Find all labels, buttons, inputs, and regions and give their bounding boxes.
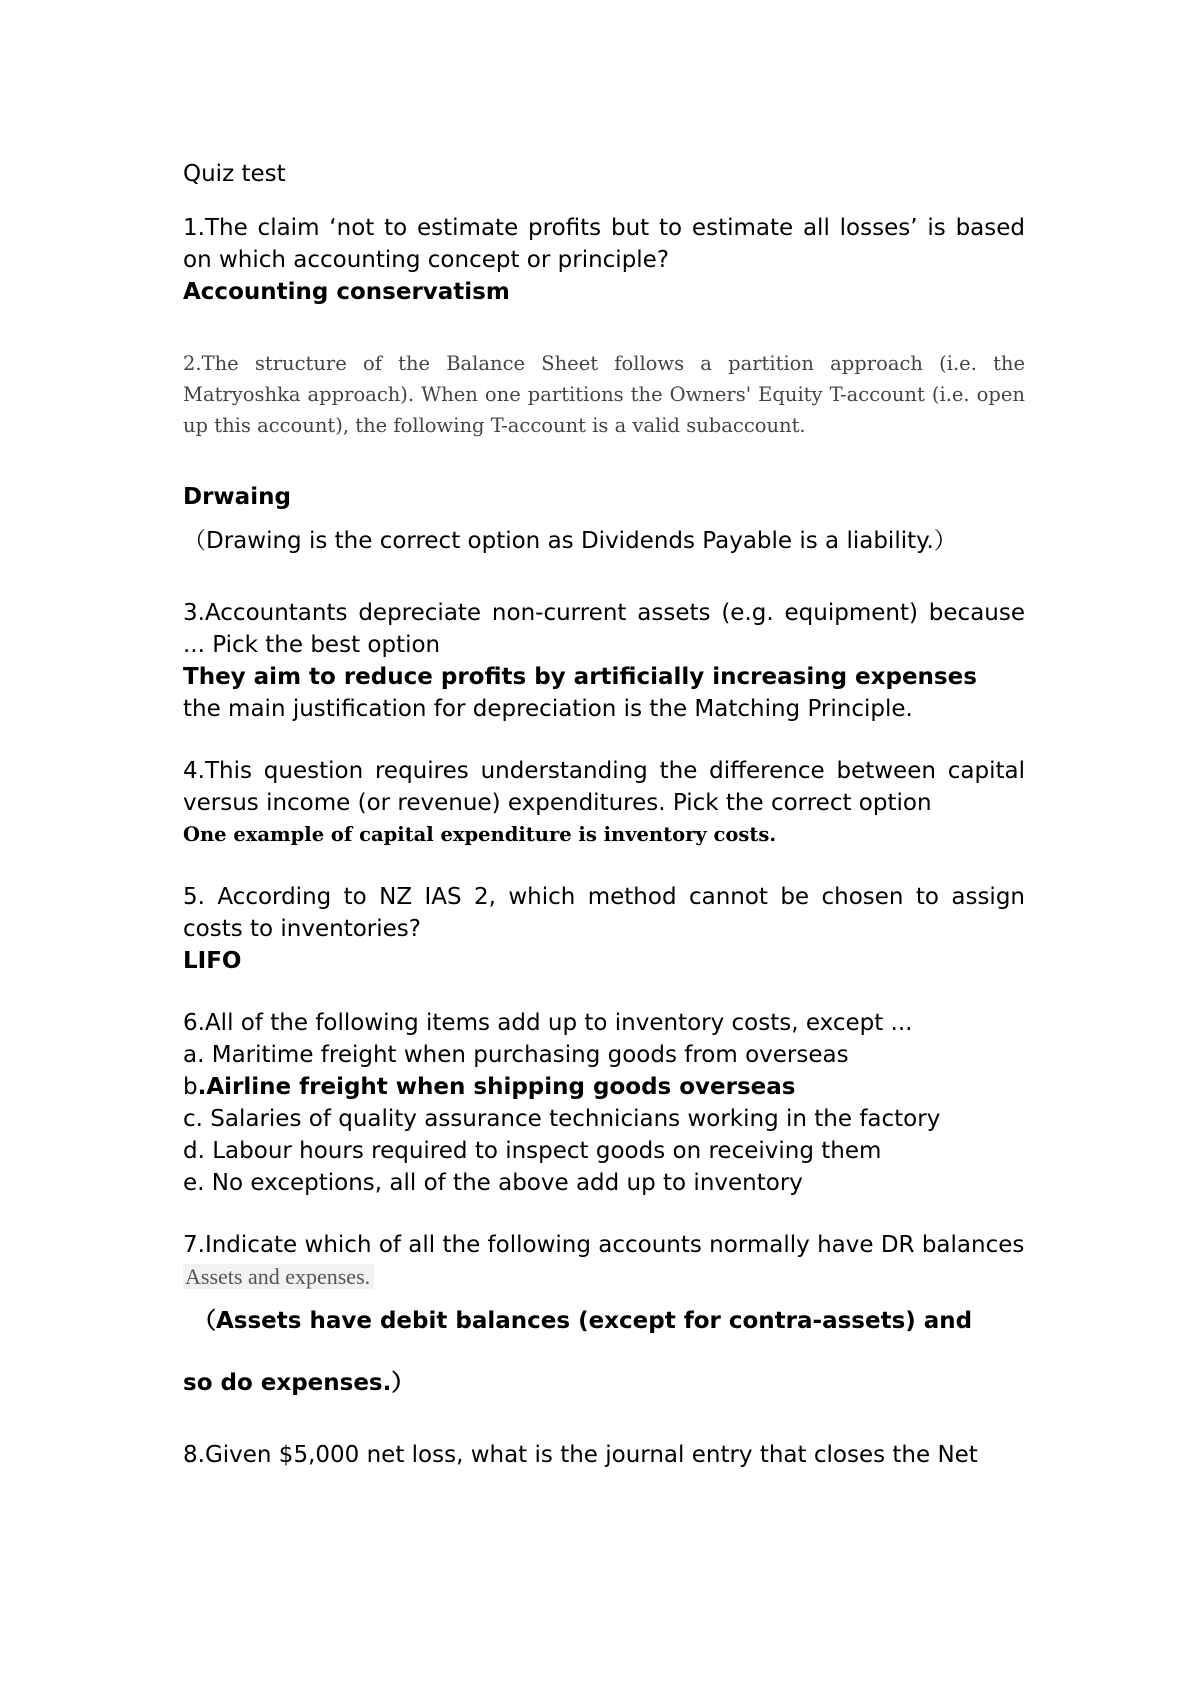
note-7-line2: so do expenses.） [183,1370,415,1396]
option-c [183,1103,1025,1135]
document-title: Quiz test [183,161,286,187]
option-c-prefix: c. [183,1106,211,1132]
document-page [183,158,1025,1471]
option-b-text: .Airline freight when shipping goods overseas [197,1074,796,1100]
option-c-text: Salaries of quality assurance technicians working in the factory [210,1106,941,1132]
option-d-text: Labour hours required to inspect goods on receiving them [212,1138,882,1164]
option-e-text: No exceptions, all of the above add up to inventory [211,1170,803,1196]
answer-4: One example of capital expenditure is inventory costs. [183,823,777,846]
answer-5: LIFO [183,948,242,974]
option-d-prefix: d. [183,1138,213,1164]
option-d [183,1135,1025,1167]
note-3: the main justification for depreciation is the Matching Principle. [183,696,913,722]
question-6: 6.All of the following items add up to inventory costs, except ... [183,1010,913,1036]
answer-2: Drwaing [183,484,291,510]
question-5: 5. According to NZ IAS 2, which method cannot be chosen to assign costs to inventories? [183,884,1025,942]
question-1: 1.The claim ‘not to estimate profits but to estimate all losses’ is based on which accounting concept or principle? [183,215,1025,273]
option-a-text: Maritime freight when purchasing goods from overseas [211,1042,849,1068]
question-4: 4.This question requires understanding the difference between capital versus income (or revenue) expenditures. Pick the correct option [183,758,1025,816]
option-a-prefix: a. [183,1042,212,1068]
note-2: （Drawing is the correct option as Dividends Payable is a liability.） [183,528,957,554]
option-e-prefix: e. [183,1170,212,1196]
option-e [183,1167,1025,1199]
answer-7 [183,1261,1025,1293]
question-7: 7.Indicate which of all the following accounts normally have DR balances [183,1232,1025,1258]
note-7-line1: （Assets have debit balances (except for contra-assets) and [193,1308,973,1334]
answer-3: They aim to reduce profits by artificially increasing expenses [183,664,977,690]
option-b-prefix: b [183,1074,198,1100]
answer-1: Accounting conservatism [183,279,510,305]
question-3: 3.Accountants depreciate non-current assets (e.g. equipment) because ... Pick the best option [183,600,1025,658]
question-8: 8.Given $5,000 net loss, what is the journal entry that closes the Net [183,1442,978,1468]
answer-7-text: Assets and expenses. [183,1264,374,1289]
option-a [183,1039,1025,1071]
option-b [183,1071,1025,1103]
question-2: 2.The structure of the Balance Sheet follows a partition approach (i.e. the Matryoshka approach). When one partitions the Owners' Equity T-account (i.e. open up this account), the following T-account is a valid subaccount. [183,352,1025,437]
